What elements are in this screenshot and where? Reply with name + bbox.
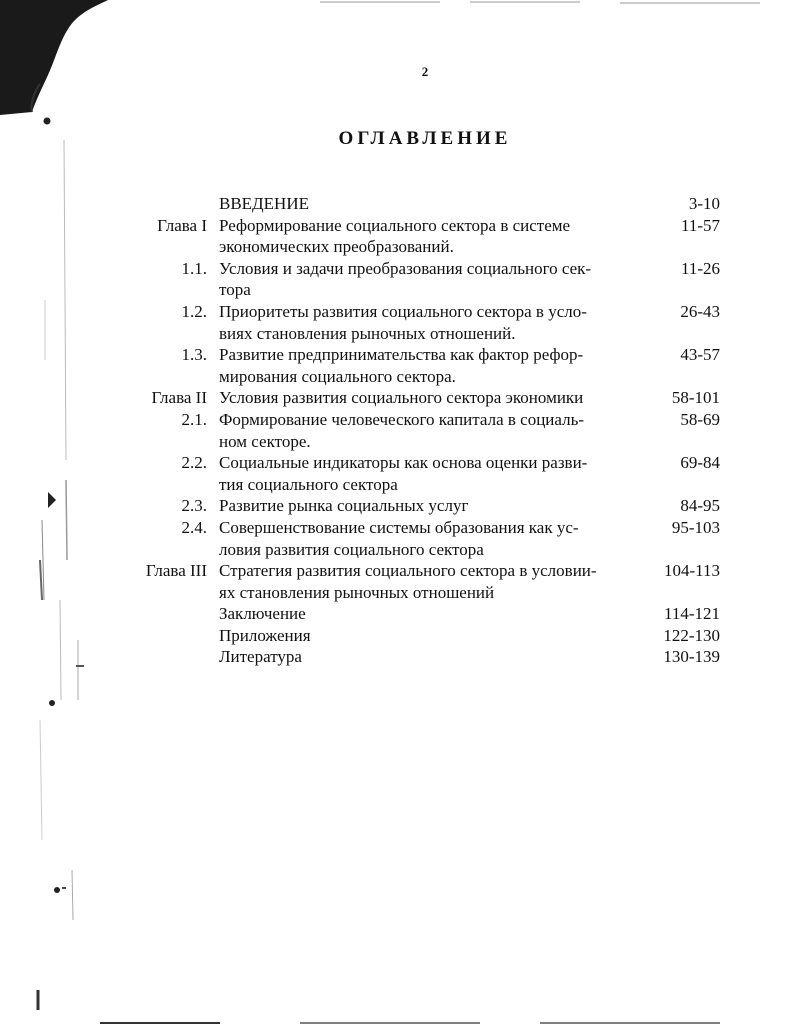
toc-entry-pages: 130-139	[663, 647, 720, 667]
table-of-contents	[0, 193, 795, 668]
toc-entry-title-line: Реформирование социального сектора в системе	[219, 215, 571, 235]
scan-bottom-line	[100, 1018, 720, 1026]
toc-entry	[0, 301, 795, 344]
toc-entry-title-line: Условия и задачи преобразования социального сек-	[219, 258, 592, 278]
toc-entry-title	[219, 193, 637, 215]
toc-entry-pages: 11-57	[680, 215, 720, 235]
toc-entry-title-line: Совершенствование системы образования как ус-	[219, 517, 579, 537]
toc-entry-pages: 114-121	[663, 604, 720, 624]
toc-entry	[0, 387, 795, 409]
toc-entry-title	[219, 215, 637, 258]
toc-entry-pages: 69-84	[680, 453, 720, 473]
toc-entry-title-line: тора	[219, 280, 251, 300]
toc-entry	[0, 603, 795, 625]
toc-entry-title-line: ях становления рыночных отношений	[219, 582, 495, 602]
toc-entry-title	[219, 646, 637, 668]
toc-entry	[0, 215, 795, 258]
toc-entry-pages: 58-69	[680, 409, 720, 429]
toc-entry-title	[219, 387, 637, 409]
toc-entry-label: 2.3.	[181, 496, 207, 516]
toc-entry-pages: 3-10	[688, 194, 720, 213]
toc-entry-title-line: Условия развития социального сектора экономики	[219, 388, 584, 408]
toc-entry-title-line: Заключение	[219, 604, 306, 624]
toc-entry-title-line: мирования социального сектора.	[219, 366, 456, 386]
toc-entry-label: 2.4.	[181, 517, 207, 537]
toc-entry-label: 1.3.	[181, 345, 207, 365]
toc-entry	[0, 560, 795, 603]
toc-title: ОГЛАВЛЕНИЕ	[338, 128, 512, 149]
toc-entry-label: Глава II	[151, 388, 207, 408]
toc-entry	[0, 646, 795, 668]
toc-entry-pages: 95-103	[671, 517, 720, 537]
toc-entry	[0, 409, 795, 452]
toc-entry	[0, 452, 795, 495]
page-number: 2	[421, 64, 429, 79]
toc-entry-title	[219, 258, 637, 301]
toc-entry-title-line: Формирование человеческого капитала в социаль-	[219, 409, 584, 429]
toc-entry-label: Глава I	[157, 215, 207, 235]
toc-entry-pages: 11-26	[680, 258, 720, 278]
toc-entry-title	[219, 517, 637, 560]
toc-entry-title-line: экономических преобразований.	[219, 237, 454, 257]
toc-entry-title-line: Развитие предпринимательства как фактор рефор-	[219, 345, 584, 365]
toc-entry	[0, 625, 795, 647]
toc-entry-title-line: Приложения	[219, 625, 311, 645]
toc-entry	[0, 344, 795, 387]
toc-entry-title	[219, 409, 637, 452]
toc-entry-pages: 104-113	[663, 561, 720, 581]
toc-entry-pages: 58-101	[671, 388, 720, 408]
toc-entry-pages: 43-57	[680, 345, 720, 365]
toc-entry-title	[219, 560, 637, 603]
toc-entry-title-line: Приоритеты развития социального сектора в усло-	[219, 301, 587, 321]
toc-entry-label: 2.1.	[181, 409, 207, 429]
toc-entry	[0, 517, 795, 560]
toc-entry-title	[219, 301, 637, 344]
toc-entry-title-line: ВВЕДЕНИЕ	[219, 194, 309, 213]
toc-entry	[0, 258, 795, 301]
toc-entry-label: Глава III	[145, 561, 207, 581]
toc-entry-title	[219, 452, 637, 495]
toc-entry	[0, 495, 795, 517]
toc-entry-title-line: Литература	[219, 647, 302, 667]
toc-entry-title	[219, 625, 637, 647]
toc-entry-label: 2.2.	[181, 453, 207, 473]
toc-entry-title	[219, 495, 637, 517]
scan-top-line	[320, 0, 760, 6]
toc-entry-title-line: Социальные индикаторы как основа оценки разви-	[219, 453, 588, 473]
toc-entry-title-line: ловия развития социального сектора	[219, 539, 484, 559]
toc-entry-title	[219, 344, 637, 387]
toc-entry-title	[219, 603, 637, 625]
toc-entry-title-line: Стратегия развития социального сектора в условии-	[219, 561, 597, 581]
toc-entry-title-line: виях становления рыночных отношений.	[219, 323, 516, 343]
toc-entry-pages: 84-95	[680, 496, 720, 516]
toc-entry-label: 1.2.	[181, 301, 207, 321]
toc-entry	[0, 193, 795, 215]
toc-entry-label: 1.1.	[181, 258, 207, 278]
toc-entry-pages: 122-130	[663, 625, 720, 645]
toc-entry-title-line: ном секторе.	[219, 431, 311, 451]
toc-entry-pages: 26-43	[680, 301, 720, 321]
toc-entry-title-line: тия социального сектора	[219, 474, 398, 494]
toc-entry-title-line: Развитие рынка социальных услуг	[219, 496, 469, 516]
